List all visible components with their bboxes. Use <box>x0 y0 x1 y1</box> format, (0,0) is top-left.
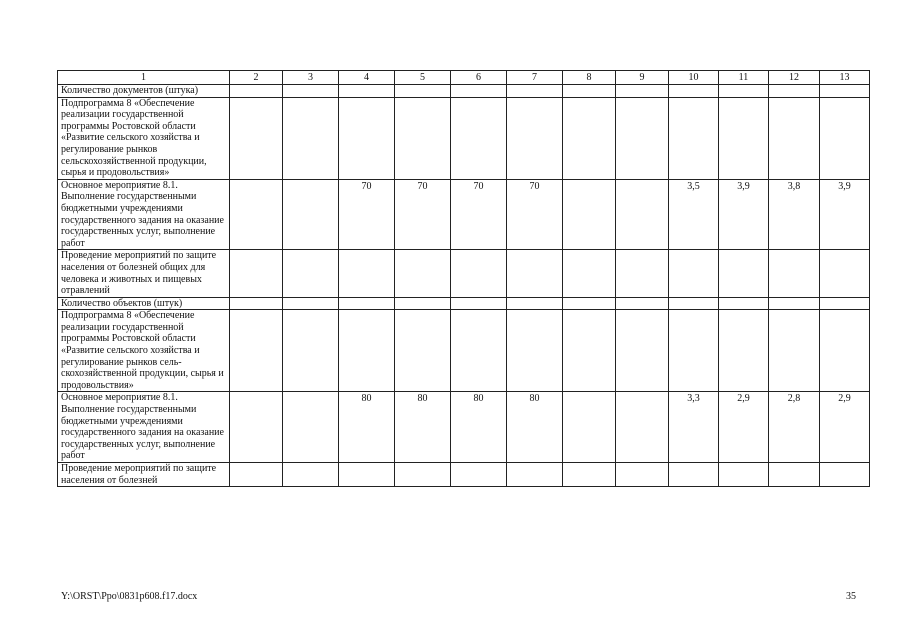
table-cell <box>719 250 769 297</box>
table-cell <box>507 97 563 179</box>
table-cell <box>230 85 283 98</box>
table-cell <box>616 97 669 179</box>
table-cell <box>563 297 616 310</box>
table-cell <box>820 250 870 297</box>
table-cell <box>507 463 563 487</box>
table-row <box>58 85 870 98</box>
table-cell <box>719 463 769 487</box>
header-cell: 3 <box>283 71 339 85</box>
header-cell: 6 <box>451 71 507 85</box>
row-label: Подпрограмма 8 «Обеспечение реализации государственной программы Ростовской области «Развитие сельского хозяйства и регулирование рынков сельскохозяйственной продукции, сырья и продовольствия» <box>58 97 230 179</box>
table-cell: 80 <box>507 392 563 463</box>
table-cell <box>669 463 719 487</box>
table-cell <box>820 85 870 98</box>
table-cell <box>769 297 820 310</box>
table-cell <box>669 297 719 310</box>
table-cell <box>230 463 283 487</box>
table-cell <box>616 463 669 487</box>
table-cell <box>283 250 339 297</box>
table-cell <box>719 85 769 98</box>
table-cell <box>339 463 395 487</box>
table-cell <box>769 97 820 179</box>
table-cell <box>395 250 451 297</box>
table-cell <box>230 310 283 392</box>
file-path-footer: Y:\ORST\Ppo\0831p608.f17.docx <box>61 591 198 602</box>
table-cell <box>616 179 669 250</box>
table-cell <box>283 310 339 392</box>
table-cell <box>616 310 669 392</box>
table-cell: 3,9 <box>820 179 870 250</box>
table-cell <box>820 97 870 179</box>
table-cell <box>820 297 870 310</box>
header-cell: 9 <box>616 71 669 85</box>
table-cell <box>283 463 339 487</box>
table-cell <box>339 250 395 297</box>
table-cell <box>669 97 719 179</box>
table-cell <box>395 310 451 392</box>
header-cell: 10 <box>669 71 719 85</box>
row-label: Количество объектов (штук) <box>58 297 230 310</box>
table-cell <box>339 310 395 392</box>
table-cell <box>283 85 339 98</box>
row-label: Основное мероприятие 8.1. Выполнение государственными бюджетными учреждениями государственного задания на оказание государственных услуг, выполнение работ <box>58 179 230 250</box>
table-cell <box>507 297 563 310</box>
table-row <box>58 250 870 297</box>
table-cell <box>616 250 669 297</box>
table-cell <box>563 392 616 463</box>
page-number: 35 <box>846 591 856 602</box>
table-cell: 70 <box>395 179 451 250</box>
table-cell <box>283 297 339 310</box>
table-cell <box>669 250 719 297</box>
table-cell: 70 <box>507 179 563 250</box>
header-cell: 13 <box>820 71 870 85</box>
table-cell <box>719 297 769 310</box>
table-cell <box>339 97 395 179</box>
header-cell: 7 <box>507 71 563 85</box>
table-cell <box>563 463 616 487</box>
table-cell <box>669 310 719 392</box>
table-cell <box>719 97 769 179</box>
table-cell <box>395 297 451 310</box>
table-cell <box>507 85 563 98</box>
row-label: Количество документов (штука) <box>58 85 230 98</box>
table-cell <box>563 310 616 392</box>
table-cell <box>769 85 820 98</box>
header-cell: 5 <box>395 71 451 85</box>
table-row <box>58 463 870 487</box>
table-header-row <box>58 71 870 85</box>
table-cell <box>451 297 507 310</box>
table-cell: 3,8 <box>769 179 820 250</box>
table-cell <box>451 85 507 98</box>
table-cell <box>616 85 669 98</box>
table-cell <box>230 97 283 179</box>
row-label: Подпрограмма 8 «Обеспечение реализации государственной программы Ростовской области «Развитие сельского хозяйства и регулирование рынков сель-скохозяйственной продукции, сырья и продовольствия» <box>58 310 230 392</box>
row-label: Основное мероприятие 8.1. Выполнение государственными бюджетными учреждениями государственного задания на оказание государственных услуг, выполнение работ <box>58 392 230 463</box>
table-cell <box>395 463 451 487</box>
table-row <box>58 97 870 179</box>
header-cell: 11 <box>719 71 769 85</box>
table-cell <box>451 97 507 179</box>
table-cell <box>563 179 616 250</box>
table-cell <box>283 179 339 250</box>
table-cell <box>339 297 395 310</box>
data-table <box>57 70 870 487</box>
table-cell: 70 <box>339 179 395 250</box>
table-cell <box>769 250 820 297</box>
table-row <box>58 297 870 310</box>
table-cell <box>563 97 616 179</box>
table-row <box>58 310 870 392</box>
table-cell <box>719 310 769 392</box>
table-cell <box>507 250 563 297</box>
table-cell <box>230 179 283 250</box>
table-cell <box>395 85 451 98</box>
table-cell <box>339 85 395 98</box>
header-cell: 2 <box>230 71 283 85</box>
table-cell <box>451 310 507 392</box>
table-cell <box>230 250 283 297</box>
table-cell <box>230 392 283 463</box>
table-cell <box>451 463 507 487</box>
table-cell: 2,9 <box>820 392 870 463</box>
table-cell <box>395 97 451 179</box>
table-cell: 70 <box>451 179 507 250</box>
table-cell: 80 <box>395 392 451 463</box>
table-cell <box>230 297 283 310</box>
table-cell: 2,9 <box>719 392 769 463</box>
table-cell <box>451 250 507 297</box>
table-cell <box>769 463 820 487</box>
table-row <box>58 392 870 463</box>
table-cell: 80 <box>451 392 507 463</box>
table-cell: 2,8 <box>769 392 820 463</box>
table-cell: 3,9 <box>719 179 769 250</box>
header-cell: 4 <box>339 71 395 85</box>
header-cell: 8 <box>563 71 616 85</box>
table-cell <box>616 297 669 310</box>
table-cell: 3,3 <box>669 392 719 463</box>
table-cell <box>669 85 719 98</box>
table-cell <box>283 392 339 463</box>
header-cell: 1 <box>58 71 230 85</box>
table-cell <box>283 97 339 179</box>
table-row <box>58 179 870 250</box>
table-cell <box>616 392 669 463</box>
table-cell: 80 <box>339 392 395 463</box>
table-cell <box>563 250 616 297</box>
table-cell <box>507 310 563 392</box>
table-cell <box>820 463 870 487</box>
table-cell <box>563 85 616 98</box>
header-cell: 12 <box>769 71 820 85</box>
table-cell <box>820 310 870 392</box>
table-cell: 3,5 <box>669 179 719 250</box>
table-cell <box>769 310 820 392</box>
row-label: Проведение мероприятий по защите населения от болезней общих для человека и животных и пищевых отравлений <box>58 250 230 297</box>
row-label: Проведение мероприятий по защите населения от болезней <box>58 463 230 487</box>
